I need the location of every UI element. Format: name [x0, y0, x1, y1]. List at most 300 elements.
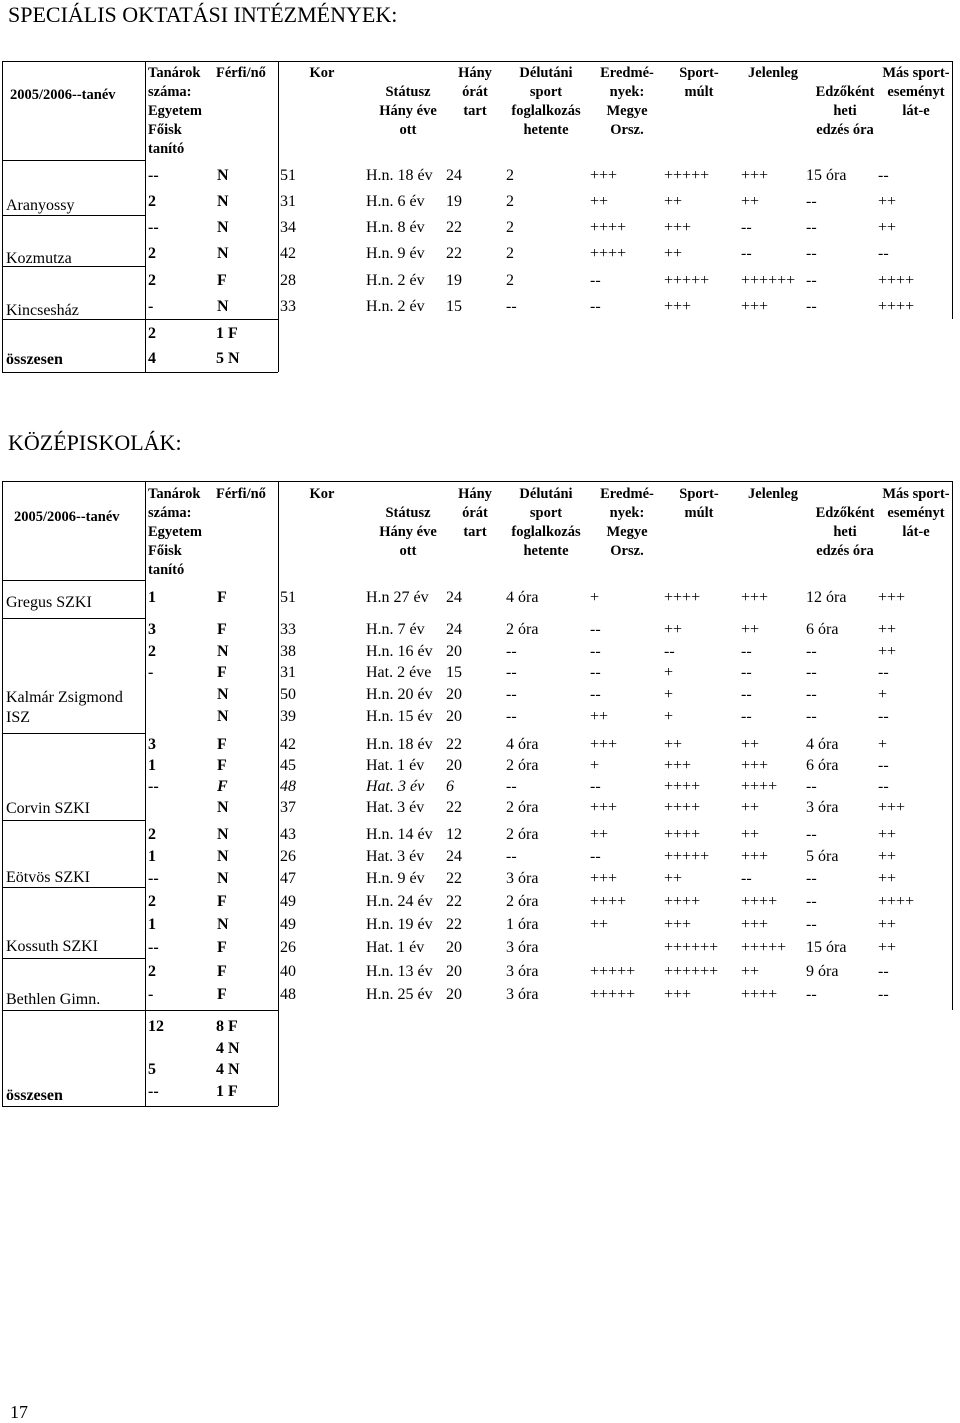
table-name-column-border — [145, 61, 146, 372]
cell-kor: 33 — [280, 621, 296, 638]
cell-hany: 24 — [446, 848, 462, 865]
cell-sportmult: ++++ — [664, 589, 701, 606]
cell-delutani: -- — [506, 707, 517, 725]
total-ferfi: 1 F — [216, 1082, 238, 1100]
cell-jelenleg: -- — [741, 707, 752, 725]
group-separator — [2, 733, 145, 734]
cell-sportmult: +++ — [664, 916, 692, 933]
cell-sportmult: ++ — [664, 245, 683, 262]
cell-status: H.n. 6 év — [366, 193, 425, 210]
cell-tanarok: -- — [148, 870, 159, 887]
cell-jelenleg: +++ — [741, 298, 769, 315]
total-separator — [2, 319, 278, 320]
cell-status: Hat. 3 év — [366, 778, 425, 795]
cell-jelenleg: ++ — [741, 963, 760, 980]
cell-massport: ++ — [878, 642, 897, 660]
cell-hany: 24 — [446, 621, 462, 638]
cell-hany: 20 — [446, 686, 462, 704]
cell-ferfi: F — [217, 272, 227, 289]
cell-status: H.n. 8 év — [366, 219, 425, 236]
cell-eredmenyek: -- — [590, 848, 601, 865]
cell-hany: 20 — [446, 642, 462, 660]
total-bottom-line — [2, 1106, 278, 1107]
column-header-tanarok: Tanárok száma: Egyetem Főisk tanító — [148, 486, 202, 578]
cell-kor: 34 — [280, 219, 296, 236]
cell-status: H.n. 19 év — [366, 916, 433, 933]
total-tanarok: -- — [148, 1082, 159, 1100]
cell-kor: 28 — [280, 272, 296, 289]
cell-ferfi: F — [217, 736, 227, 753]
year-label: 2005/2006--tanév — [14, 509, 120, 525]
cell-ferfi: F — [217, 778, 228, 795]
table-ferfi-column-border — [278, 481, 279, 1106]
cell-massport: ++++ — [878, 298, 915, 315]
cell-jelenleg: ++ — [741, 826, 760, 843]
cell-jelenleg: ++++ — [741, 778, 778, 795]
cell-edzokent: -- — [806, 642, 817, 660]
section-title: KÖZÉPISKOLÁK: — [8, 430, 182, 455]
group-separator — [2, 887, 145, 888]
cell-ferfi: F — [217, 939, 227, 956]
cell-massport: -- — [878, 167, 889, 184]
table-left-border — [2, 61, 3, 372]
cell-massport: ++ — [878, 621, 897, 638]
cell-ferfi: N — [217, 298, 229, 315]
cell-sportmult: ++++ — [664, 778, 701, 795]
total-tanarok: 12 — [148, 1018, 164, 1035]
cell-tanarok: 1 — [148, 589, 156, 606]
column-header-hany: Hány órát tart — [458, 65, 492, 119]
column-header-sportmult: Sport- múlt — [679, 65, 719, 100]
cell-kor: 26 — [280, 939, 296, 956]
table-right-border — [952, 481, 953, 1010]
cell-kor: 45 — [280, 757, 296, 774]
column-header-edzokent: Edzőként heti edzés óra — [815, 505, 875, 559]
cell-edzokent: 15 óra — [806, 939, 847, 956]
cell-delutani: 2 — [506, 193, 514, 210]
cell-hany: 22 — [446, 799, 462, 816]
cell-eredmenyek: +++ — [590, 167, 618, 184]
cell-status: H.n. 7 év — [366, 621, 425, 638]
cell-tanarok: 2 — [148, 245, 156, 262]
cell-massport: -- — [878, 664, 889, 682]
cell-massport: ++ — [878, 193, 897, 210]
cell-eredmenyek: +++++ — [590, 963, 636, 980]
cell-tanarok: 3 — [148, 736, 156, 753]
cell-hany: 15 — [446, 664, 462, 682]
column-header-sportmult: Sport- múlt — [679, 486, 719, 521]
cell-eredmenyek: -- — [590, 642, 601, 660]
cell-sportmult: +++ — [664, 219, 692, 236]
cell-status: H.n. 24 év — [366, 893, 433, 910]
cell-delutani: 2 — [506, 272, 514, 289]
cell-sportmult: ++ — [664, 870, 683, 887]
cell-eredmenyek: ++ — [590, 707, 609, 725]
cell-ferfi: F — [217, 963, 227, 980]
cell-eredmenyek: -- — [590, 778, 601, 795]
cell-massport: -- — [878, 778, 889, 795]
cell-tanarok: - — [148, 298, 154, 315]
cell-delutani: -- — [506, 664, 517, 682]
cell-sportmult: + — [664, 707, 674, 725]
cell-tanarok: -- — [148, 219, 159, 236]
cell-jelenleg: -- — [741, 686, 752, 704]
total-label: összesen — [6, 1087, 63, 1104]
group-separator — [2, 215, 145, 216]
cell-sportmult: ++ — [664, 621, 683, 638]
cell-kor: 48 — [280, 778, 296, 795]
page-number: 17 — [10, 1402, 28, 1422]
cell-jelenleg: -- — [741, 245, 752, 262]
column-header-jelenleg: Jelenleg — [748, 65, 798, 81]
total-tanarok: 2 — [148, 325, 156, 342]
column-header-massport: Más sport- eseményt lát-e — [882, 486, 950, 540]
cell-tanarok: 1 — [148, 916, 156, 933]
cell-edzokent: -- — [806, 916, 817, 933]
school-name: Kalmár Zsigmond ISZ — [6, 689, 123, 726]
cell-kor: 51 — [280, 167, 296, 184]
cell-sportmult: ++++ — [664, 893, 701, 910]
cell-delutani: -- — [506, 848, 517, 865]
cell-edzokent: 5 óra — [806, 848, 839, 865]
table-right-border — [952, 61, 953, 319]
cell-eredmenyek: ++ — [590, 916, 609, 933]
cell-massport: ++ — [878, 826, 897, 843]
cell-kor: 26 — [280, 848, 296, 865]
cell-hany: 24 — [446, 589, 462, 606]
cell-sportmult: ++++++ — [664, 939, 719, 956]
cell-kor: 40 — [280, 963, 296, 980]
cell-massport: + — [878, 736, 888, 753]
cell-delutani: -- — [506, 686, 517, 704]
group-separator — [2, 958, 145, 959]
cell-delutani: 1 óra — [506, 916, 539, 933]
cell-ferfi: N — [217, 707, 229, 725]
cell-delutani: 3 óra — [506, 939, 539, 956]
cell-sportmult: +++++ — [664, 167, 710, 184]
cell-kor: 43 — [280, 826, 296, 843]
cell-edzokent: -- — [806, 686, 817, 704]
cell-hany: 19 — [446, 193, 462, 210]
cell-ferfi: N — [217, 193, 229, 210]
cell-status: H.n. 14 év — [366, 826, 433, 843]
cell-ferfi: F — [217, 893, 227, 910]
cell-hany: 22 — [446, 219, 462, 236]
cell-ferfi: N — [217, 916, 229, 933]
cell-delutani: -- — [506, 642, 517, 660]
cell-status: H.n. 18 év — [366, 736, 433, 753]
total-ferfi: 4 N — [216, 1061, 240, 1078]
cell-massport: +++ — [878, 799, 906, 816]
total-label: összesen — [6, 351, 63, 368]
cell-status: Hat. 3 év — [366, 848, 425, 865]
school-name: Kossuth SZKI — [6, 938, 99, 955]
cell-hany: 12 — [446, 826, 462, 843]
cell-eredmenyek: ++++ — [590, 893, 627, 910]
cell-status: H.n. 25 év — [366, 985, 433, 1003]
cell-status: H.n. 18 év — [366, 167, 433, 184]
cell-massport: ++ — [878, 219, 897, 236]
cell-sportmult: ++++ — [664, 826, 701, 843]
cell-hany: 15 — [446, 298, 462, 315]
cell-jelenleg: ++ — [741, 621, 760, 638]
cell-hany: 20 — [446, 963, 462, 980]
cell-massport: ++ — [878, 848, 897, 865]
cell-tanarok: 2 — [148, 963, 156, 980]
cell-tanarok: 1 — [148, 757, 156, 774]
header-bottom-line — [2, 160, 145, 161]
cell-tanarok: 2 — [148, 193, 156, 210]
cell-edzokent: 15 óra — [806, 167, 847, 184]
column-header-kor: Kor — [309, 486, 335, 502]
cell-delutani: -- — [506, 298, 517, 315]
cell-jelenleg: -- — [741, 642, 752, 660]
total-tanarok: 4 — [148, 350, 156, 367]
cell-jelenleg: -- — [741, 870, 752, 887]
cell-jelenleg: +++ — [741, 589, 769, 606]
cell-delutani: 2 óra — [506, 621, 539, 638]
cell-tanarok: -- — [148, 778, 159, 795]
cell-eredmenyek: +++++ — [590, 985, 636, 1003]
cell-tanarok: -- — [148, 939, 159, 956]
cell-massport: -- — [878, 707, 889, 725]
cell-jelenleg: +++++ — [741, 939, 787, 956]
cell-tanarok: 2 — [148, 826, 156, 843]
cell-sportmult: ++++++ — [664, 963, 719, 980]
column-header-edzokent: Edzőként heti edzés óra — [815, 84, 875, 138]
cell-kor: 49 — [280, 893, 296, 910]
group-separator — [2, 618, 145, 619]
cell-delutani: 4 óra — [506, 736, 539, 753]
column-header-delutani: Délutáni sport foglalkozás hetente — [511, 486, 581, 559]
cell-eredmenyek: +++ — [590, 870, 618, 887]
cell-eredmenyek: + — [590, 757, 600, 774]
cell-ferfi: N — [217, 799, 229, 816]
cell-eredmenyek: -- — [590, 621, 601, 638]
cell-eredmenyek: -- — [590, 298, 601, 315]
cell-tanarok: 2 — [148, 272, 156, 289]
cell-delutani: -- — [506, 778, 517, 795]
cell-jelenleg: +++ — [741, 916, 769, 933]
cell-kor: 33 — [280, 298, 296, 315]
cell-eredmenyek: -- — [590, 272, 601, 289]
cell-hany: 20 — [446, 985, 462, 1003]
cell-jelenleg: ++++++ — [741, 272, 796, 289]
cell-eredmenyek: + — [590, 589, 600, 606]
cell-sportmult: ++++ — [664, 799, 701, 816]
table-ferfi-column-border — [278, 61, 279, 372]
cell-delutani: 2 — [506, 245, 514, 262]
column-header-ferfi: Férfi/nő — [216, 486, 266, 502]
cell-kor: 42 — [280, 736, 296, 753]
cell-status: H.n. 16 év — [366, 642, 433, 660]
cell-massport: -- — [878, 757, 889, 774]
column-header-delutani: Délutáni sport foglalkozás hetente — [511, 65, 581, 138]
cell-jelenleg: +++ — [741, 167, 769, 184]
cell-edzokent: -- — [806, 298, 817, 315]
cell-ferfi: N — [217, 219, 229, 236]
cell-kor: 49 — [280, 916, 296, 933]
cell-edzokent: 9 óra — [806, 963, 839, 980]
cell-ferfi: N — [217, 642, 229, 660]
cell-ferfi: N — [217, 826, 229, 843]
cell-ferfi: N — [217, 686, 229, 704]
cell-edzokent: -- — [806, 707, 817, 725]
cell-ferfi: F — [217, 664, 227, 682]
cell-status: H.n. 9 év — [366, 245, 425, 262]
cell-massport: -- — [878, 985, 889, 1003]
cell-ferfi: N — [217, 245, 229, 262]
cell-jelenleg: ++ — [741, 799, 760, 816]
cell-jelenleg: ++ — [741, 736, 760, 753]
cell-massport: ++++ — [878, 272, 915, 289]
cell-status: H.n. 15 év — [366, 707, 433, 725]
cell-delutani: 2 óra — [506, 757, 539, 774]
column-header-massport: Más sport- eseményt lát-e — [882, 65, 950, 119]
cell-sportmult: + — [664, 664, 674, 682]
total-ferfi: 4 N — [216, 1039, 240, 1057]
table-top-border — [2, 481, 952, 482]
table-top-border — [2, 61, 952, 62]
column-header-eredmenyek: Eredmé- nyek: Megye Orsz. — [600, 65, 654, 138]
cell-ferfi: N — [217, 167, 229, 184]
cell-ferfi: N — [217, 848, 229, 865]
cell-kor: 51 — [280, 589, 296, 606]
school-name: Kincsesház — [6, 302, 79, 319]
group-separator — [2, 266, 145, 267]
cell-ferfi: F — [217, 757, 227, 774]
cell-sportmult: +++ — [664, 757, 692, 774]
cell-hany: 22 — [446, 245, 462, 262]
cell-massport: ++ — [878, 870, 897, 887]
cell-ferfi: N — [217, 870, 229, 887]
cell-edzokent: -- — [806, 778, 817, 795]
group-separator — [2, 820, 145, 821]
cell-kor: 31 — [280, 664, 296, 682]
cell-sportmult: ++ — [664, 193, 683, 210]
cell-hany: 22 — [446, 736, 462, 753]
cell-sportmult: ++ — [664, 736, 683, 753]
school-name: Corvin SZKI — [6, 800, 90, 817]
cell-kor: 31 — [280, 193, 296, 210]
cell-status: H.n. 2 év — [366, 298, 425, 315]
cell-eredmenyek: ++++ — [590, 245, 627, 262]
column-header-kor: Kor — [309, 65, 335, 81]
cell-eredmenyek: ++++ — [590, 219, 627, 236]
cell-edzokent: -- — [806, 193, 817, 210]
cell-jelenleg: -- — [741, 664, 752, 682]
cell-massport: ++++ — [878, 893, 915, 910]
year-label: 2005/2006--tanév — [10, 87, 116, 103]
cell-ferfi: F — [217, 589, 227, 606]
cell-tanarok: - — [148, 664, 154, 682]
total-bottom-line — [2, 372, 278, 373]
cell-sportmult: +++ — [664, 298, 692, 315]
column-header-tanarok: Tanárok száma: Egyetem Főisk tanító — [148, 65, 202, 157]
school-name: Bethlen Gimn. — [6, 991, 101, 1008]
cell-edzokent: -- — [806, 985, 817, 1003]
cell-ferfi: F — [217, 621, 227, 638]
cell-eredmenyek: +++ — [590, 799, 618, 816]
cell-kor: 38 — [280, 642, 296, 660]
cell-delutani: 2 — [506, 167, 514, 184]
cell-kor: 39 — [280, 707, 296, 725]
cell-hany: 6 — [446, 778, 454, 795]
school-name: Eötvös SZKI — [6, 869, 90, 886]
cell-eredmenyek: ++ — [590, 193, 609, 210]
cell-sportmult: + — [664, 686, 674, 704]
cell-sportmult: -- — [664, 642, 675, 660]
cell-delutani: 3 óra — [506, 985, 539, 1003]
cell-delutani: 2 óra — [506, 799, 539, 816]
cell-delutani: 3 óra — [506, 870, 539, 887]
cell-delutani: 2 óra — [506, 826, 539, 843]
total-ferfi: 8 F — [216, 1018, 238, 1035]
cell-kor: 48 — [280, 985, 296, 1003]
cell-edzokent: -- — [806, 870, 817, 887]
cell-edzokent: 6 óra — [806, 621, 839, 638]
cell-status: Hat. 1 év — [366, 939, 425, 956]
total-ferfi: 5 N — [216, 350, 240, 367]
cell-edzokent: -- — [806, 219, 817, 236]
cell-tanarok: 2 — [148, 642, 156, 660]
column-header-hany: Hány órát tart — [458, 486, 492, 540]
cell-delutani: 4 óra — [506, 589, 539, 606]
column-header-ferfi: Férfi/nő — [216, 65, 266, 81]
column-header-jelenleg: Jelenleg — [748, 486, 798, 502]
cell-jelenleg: +++ — [741, 848, 769, 865]
cell-jelenleg: +++ — [741, 757, 769, 774]
column-header-status: Státusz Hány éve ott — [379, 505, 437, 559]
cell-jelenleg: ++++ — [741, 893, 778, 910]
cell-status: Hat. 1 év — [366, 757, 425, 774]
column-header-eredmenyek: Eredmé- nyek: Megye Orsz. — [600, 486, 654, 559]
cell-kor: 50 — [280, 686, 296, 704]
cell-hany: 20 — [446, 757, 462, 774]
cell-status: H.n. 2 év — [366, 272, 425, 289]
cell-massport: +++ — [878, 589, 906, 606]
cell-eredmenyek: -- — [590, 686, 601, 704]
cell-hany: 19 — [446, 272, 462, 289]
cell-massport: ++ — [878, 916, 897, 933]
cell-massport: ++ — [878, 939, 897, 956]
cell-tanarok: 3 — [148, 621, 156, 638]
cell-tanarok: 1 — [148, 848, 156, 865]
cell-hany: 22 — [446, 916, 462, 933]
cell-eredmenyek: -- — [590, 664, 601, 682]
column-header-status: Státusz Hány éve ott — [379, 84, 437, 138]
cell-status: Hat. 2 éve — [366, 664, 432, 682]
header-bottom-line — [2, 580, 145, 581]
cell-massport: + — [878, 686, 888, 704]
cell-kor: 42 — [280, 245, 296, 262]
cell-edzokent: -- — [806, 893, 817, 910]
cell-sportmult: +++++ — [664, 848, 710, 865]
cell-hany: 22 — [446, 870, 462, 887]
cell-edzokent: 4 óra — [806, 736, 839, 753]
cell-jelenleg: ++++ — [741, 985, 778, 1003]
cell-hany: 20 — [446, 707, 462, 725]
school-name: Gregus SZKI — [6, 594, 92, 611]
total-tanarok: 5 — [148, 1061, 156, 1078]
cell-kor: 37 — [280, 799, 296, 816]
cell-edzokent: -- — [806, 664, 817, 682]
cell-massport: -- — [878, 963, 889, 980]
cell-status: H.n. 13 év — [366, 963, 433, 980]
cell-ferfi: F — [217, 985, 227, 1003]
cell-sportmult: +++++ — [664, 272, 710, 289]
cell-hany: 22 — [446, 893, 462, 910]
